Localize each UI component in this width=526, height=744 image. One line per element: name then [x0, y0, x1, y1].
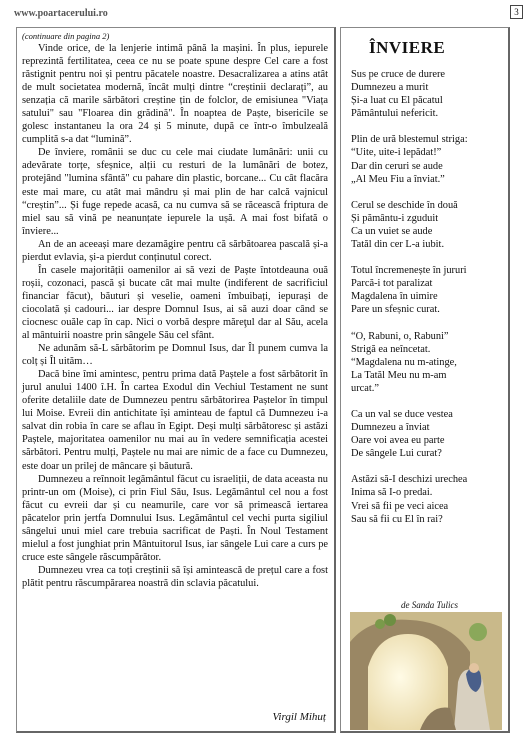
- article-paragraph: Ne adunăm să-L sărbătorim pe Domnul Isus, dar Îl punem cumva la colț și Îl uităm…: [22, 343, 328, 368]
- poem-panel: [340, 27, 510, 733]
- resurrection-illustration: [350, 612, 502, 730]
- poem-line: Totul încremenește în jururi: [351, 265, 467, 277]
- poem-stanza: [351, 133, 507, 185]
- article-panel: [16, 27, 336, 733]
- article-paragraph: De înviere, românii se duc cu cele mai ciudate lumânări: unii cu adevărate torțe, sfeșnice, alții cu resturi de la lumânări de botez, protejând "lumina sfântă" cu pahare din plastic, borcane... Cu cât flacăra este mai mare, cu atât mai mândru și mai plin de har calcă vajnicul “creștin”... Și fuge repede acasă, ca nu cumva să se răcească friptura de miel sau să vină pe neanunțate iepurele la ușă. A mai fost bifată o înviere...: [22, 147, 328, 237]
- poem-line: Ca un vuiet se aude: [351, 225, 433, 237]
- poem-line: Inima să I-o predai.: [351, 487, 433, 499]
- poem-line: La Tatăl Meu nu m-am: [351, 369, 447, 381]
- poem-line: Dumnezeu a înviat: [351, 422, 430, 434]
- poem-line: Astăzi să-I deschizi urechea: [351, 474, 468, 486]
- poem-stanza: [351, 68, 507, 120]
- article-paragraph: An de an aceeași mare dezamăgire pentru că sărbătoarea pascală și-a pierdut evlavia, și-a pierdut conținutul corect.: [22, 238, 328, 263]
- poem-line: Pământului nefericit.: [351, 108, 439, 120]
- article-paragraph: În casele majorității oamenilor ai să vezi de Paște întotdeauna ouă roșii, cozonaci, pască și bucate cât mai multe (indiferent de sacrificiul financiar făcut), băuturi și veselie, oameni îmbuibați, iepurași de ciocolată și cadouri... iar despre Domnul Isus, ai să auzi doar când se ciocnesc ouăle cap în cap. Nici o vorbă despre măreţul dar al Său, acela al mântuirii noastre prin sângele Său cel sfânt.: [22, 264, 328, 342]
- poem-line: urcat.”: [351, 382, 379, 394]
- poem-line: Cerul se deschide în două: [351, 199, 458, 211]
- article-paragraph: Dumnezeu a reînnoit legământul făcut cu israeliții, de data aceasta nu printr-un om (Moise), ci prin Fiul Său, Isus. Legământul cel nou a fost făcut cu evreii dar și cu neamurile, care vor să primească iertarea păcatelor prin jertfa Domnului Isus. Legământul cel vechi purta sigiliul sângelui unui miel care trebuia sacrificat de Paști. În Noul Testament mielul a fost junghiat prin Mântuitorul Isus, iar sângele Lui care a curs pe cruce este sângele răscumpărător.: [22, 473, 328, 563]
- article-paragraph: Vinde orice, de la lenjerie intimă până la mașini. În plus, iepurele reprezintă fertilitatea, ceea ce nu se poate spune despre Cel care a fost răstignit pentru noi și pentru păcatele noastre. Desacralizarea a atins atât de mult societatea modernă, încât mulți dintre “creștinii declarați”, au senzația că marile sărbători creștine țin de folclor, de emisiunea "Viața satului" sau "Floarea din grădină". În noaptea de Paște, bisericile se golesc instantaneu la ora 24 și 5 minute, după ce într-o îmbulzeală cumplită s-a dat “lumină”.: [22, 43, 328, 146]
- article-paragraph: Dumnezeu vrea ca toți creștinii să își amintească de prețul care a fost plătit pentru răscumpărarea noastră din sclavia păcatului.: [22, 564, 328, 589]
- poem-line: Sau să fii cu El în rai?: [351, 513, 443, 525]
- poem-line: Plin de ură blestemul striga:: [351, 134, 468, 146]
- site-url: www.poartacerului.ro: [14, 8, 108, 19]
- poem-line: Vrei să fii pe veci aicea: [351, 500, 449, 512]
- poem-line: Dar din ceruri se aude: [351, 160, 443, 172]
- poem-line: Magdalena în uimire: [351, 291, 438, 303]
- page-number: 3: [510, 5, 523, 19]
- poem-line: Și-a luat cu El păcatul: [351, 95, 443, 107]
- poem-stanza: [351, 199, 507, 251]
- poem-line: Parcă-i tot paralizat: [351, 278, 433, 290]
- poem-stanza: [351, 264, 507, 316]
- poem-stanza: [351, 473, 507, 525]
- poem-stanza: [351, 408, 507, 460]
- poem-line: “Uite, uite-i lepădat!”: [351, 147, 442, 159]
- poem-line: Tatăl din cer L-a iubit.: [351, 239, 445, 251]
- poem-line: “O, Rabuni, o, Rabuni”: [351, 330, 449, 342]
- poem-author: de Sanda Tulics: [401, 600, 459, 610]
- poem-line: Pare un sfeșnic curat.: [351, 304, 440, 316]
- poem-stanza: [351, 330, 507, 395]
- poem-line: Și pământu-i zguduit: [351, 212, 439, 224]
- poem-line: Ca un val se duce vestea: [351, 408, 453, 420]
- poem-line: Strigă ea neîncetat.: [351, 343, 431, 355]
- poem-line: Dumnezeu a murit: [351, 82, 429, 94]
- poem-title: ÎNVIERE: [369, 38, 446, 57]
- poem-body: [351, 68, 507, 539]
- poem-line: Sus pe cruce de durere: [351, 69, 446, 80]
- article-paragraph: Dacă bine îmi amintesc, pentru prima dată Paștele a fost sărbătorit în jurul anului 1400 î.H. În cartea Exodul din Vechiul Testament ne sunt oferite detaliile date de Dumnezeu pentru sărbătorirea Paștelor în timpul lui Moise. Evreii din antichitate își aminteau de faptul că Dumnezeu i-a salvat din robia în care se aflau în Egipt. Deși mulți sărbătoresc și astăzi Paștele, majoritatea oamenilor nu mai au în vedere semnificația acestei sărbători. Pentru mulți, Paștele nu mai are nimic de a face cu Dumnezeu, este doar un prilej de mâncare și băutură.: [22, 369, 328, 472]
- article-body: [22, 42, 328, 590]
- poem-line: Oare voi avea eu parte: [351, 435, 445, 447]
- poem-line: „Al Meu Fiu a înviat.”: [351, 173, 445, 185]
- continued-note: (continuare din pagina 2): [22, 31, 110, 41]
- poem-line: De sângele Lui curat?: [351, 448, 442, 460]
- poem-line: “Magdalena nu m-atinge,: [351, 356, 457, 368]
- article-author: Virgil Mihuț: [272, 711, 326, 723]
